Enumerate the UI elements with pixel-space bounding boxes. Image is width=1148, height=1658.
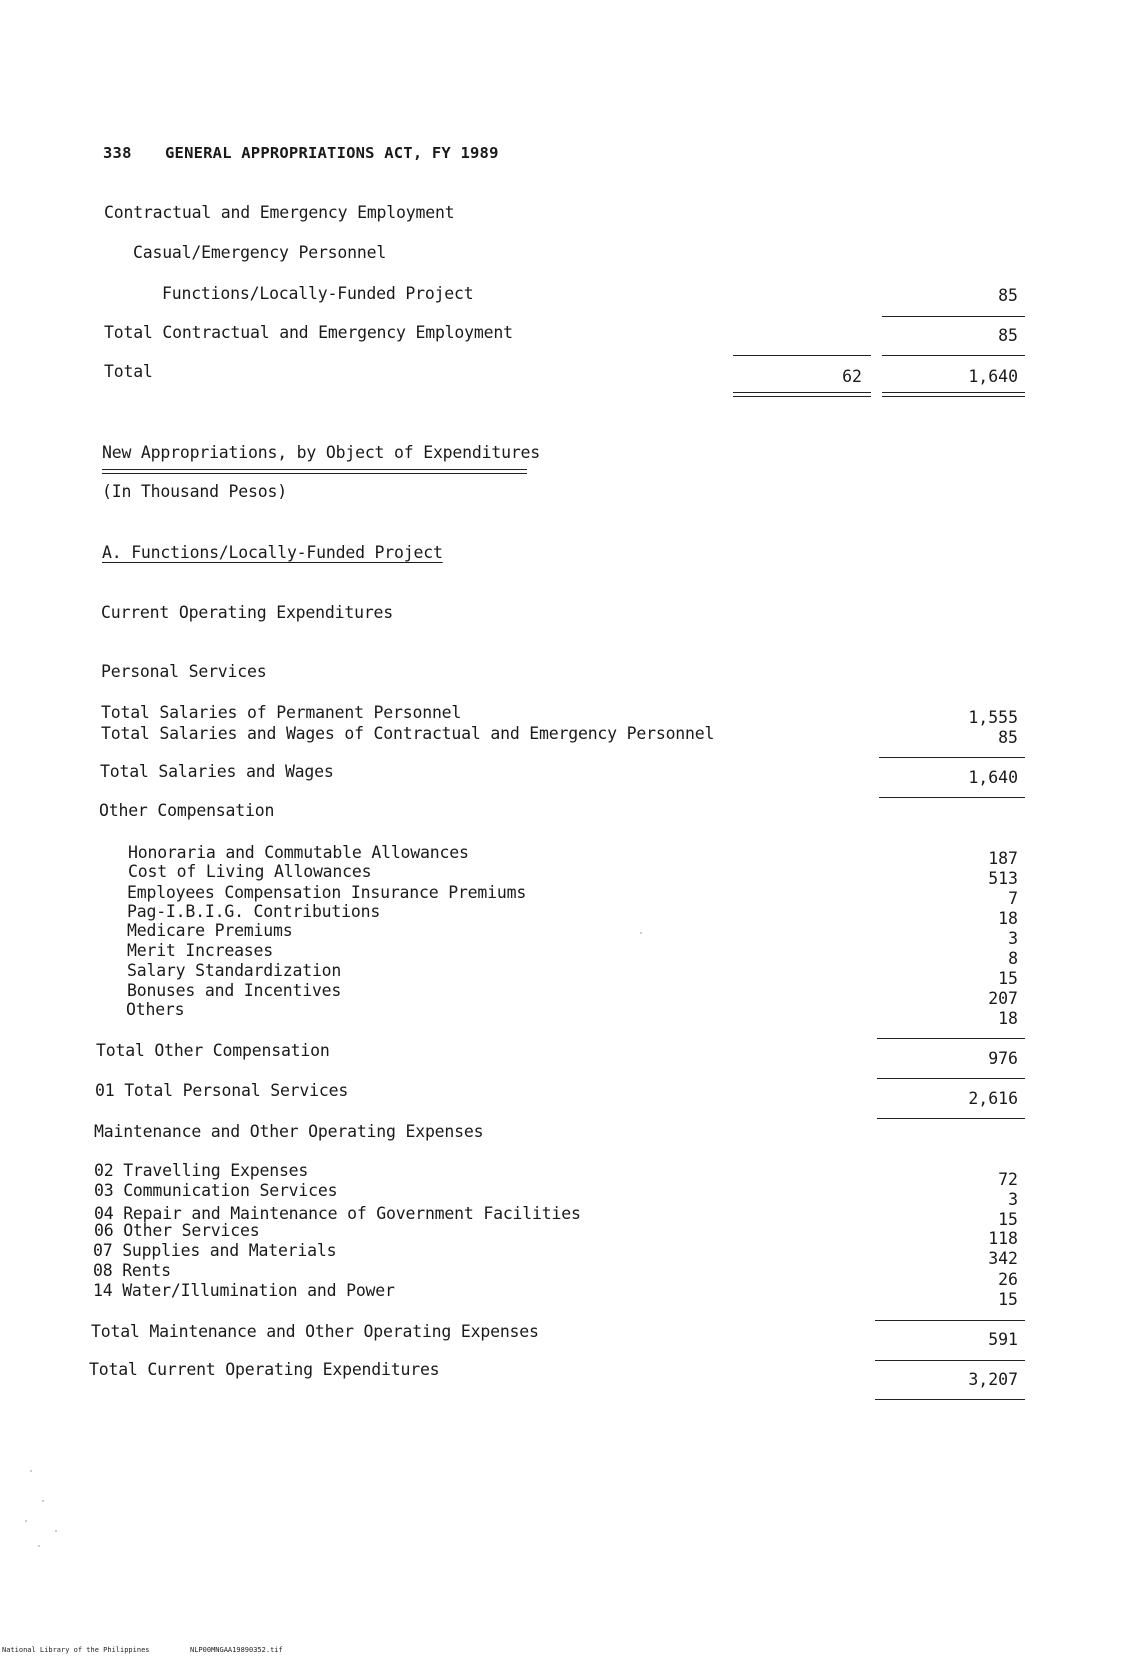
- other-comp-label: Medicare Premiums: [127, 921, 293, 940]
- mooe-value: 15: [998, 1290, 1018, 1309]
- scan-speck: [30, 1470, 32, 1472]
- scan-speck: [42, 1500, 44, 1502]
- current-total-label: Total Current Operating Expenditures: [89, 1360, 440, 1379]
- mooe-label: 02 Travelling Expenses: [94, 1161, 309, 1180]
- rule: [882, 316, 1025, 317]
- mooe-label: 14 Water/Illumination and Power: [93, 1281, 395, 1300]
- scan-speck: [640, 932, 642, 934]
- rule: [733, 355, 871, 356]
- section-title-underline: [102, 469, 527, 474]
- rule: [877, 1078, 1025, 1079]
- grand-total-value: 1,640: [968, 367, 1018, 386]
- mooe-value: 15: [998, 1210, 1018, 1229]
- personal-services-total-value: 2,616: [968, 1089, 1018, 1108]
- scan-speck: [55, 1530, 57, 1532]
- other-comp-value: 15: [998, 969, 1018, 988]
- salary-row-value: 85: [998, 728, 1018, 747]
- mooe-value: 72: [998, 1170, 1018, 1189]
- contractual-heading: Contractual and Emergency Employment: [104, 203, 455, 222]
- part-a-heading: A. Functions/Locally-Funded Project: [102, 543, 443, 562]
- personal-services-heading: Personal Services: [101, 662, 267, 681]
- running-title: GENERAL APPROPRIATIONS ACT, FY 1989: [165, 144, 499, 162]
- scan-speck: [38, 1545, 40, 1547]
- other-comp-total-value: 976: [988, 1049, 1018, 1068]
- other-comp-total-label: Total Other Compensation: [96, 1041, 330, 1060]
- grand-total-label: Total: [104, 362, 153, 381]
- rule: [877, 1038, 1025, 1039]
- other-comp-value: 18: [998, 1009, 1018, 1028]
- functions-item-value: 85: [998, 286, 1018, 305]
- page-number: 338: [103, 144, 132, 162]
- other-comp-label: Pag-I.B.I.G. Contributions: [127, 902, 381, 921]
- other-comp-value: 187: [988, 849, 1018, 868]
- mooe-total-label: Total Maintenance and Other Operating Expenses: [91, 1322, 539, 1341]
- mooe-label: 03 Communication Services: [94, 1181, 338, 1200]
- other-comp-label: Cost of Living Allowances: [128, 862, 372, 881]
- salaries-total-label: Total Salaries and Wages: [100, 762, 334, 781]
- double-rule: [733, 392, 871, 397]
- other-comp-value: 513: [988, 869, 1018, 888]
- other-comp-label: Salary Standardization: [127, 961, 342, 980]
- other-comp-label: Others: [126, 1000, 185, 1019]
- grand-total-count: 62: [842, 367, 862, 386]
- mooe-label: 06 Other Services: [94, 1221, 260, 1240]
- other-comp-label: Honoraria and Commutable Allowances: [128, 843, 469, 862]
- rule: [875, 1399, 1025, 1400]
- mooe-label: 04 Repair and Maintenance of Government Facilities: [94, 1204, 581, 1223]
- personal-services-total-label: 01 Total Personal Services: [95, 1081, 349, 1100]
- footer-file: NLP00MNGAA19890352.tif: [190, 1646, 283, 1654]
- unit-note: (In Thousand Pesos): [102, 482, 287, 501]
- salary-row-label: Total Salaries and Wages of Contractual and Emergency Personnel: [101, 724, 715, 743]
- other-comp-label: Merit Increases: [127, 941, 274, 960]
- other-comp-value: 7: [1008, 889, 1018, 908]
- contractual-total-value: 85: [998, 326, 1018, 345]
- double-rule: [882, 392, 1025, 397]
- mooe-label: 07 Supplies and Materials: [93, 1241, 337, 1260]
- rule: [875, 1320, 1025, 1321]
- mooe-value: 26: [998, 1270, 1018, 1289]
- other-comp-value: 207: [988, 989, 1018, 1008]
- other-comp-value: 18: [998, 909, 1018, 928]
- functions-item-label: Functions/Locally-Funded Project: [162, 284, 474, 303]
- salary-row-value: 1,555: [968, 708, 1018, 727]
- current-operating-heading: Current Operating Expenditures: [101, 603, 394, 622]
- current-total-value: 3,207: [968, 1370, 1018, 1389]
- contractual-total-label: Total Contractual and Emergency Employment: [104, 323, 513, 342]
- salary-row-label: Total Salaries of Permanent Personnel: [101, 703, 462, 722]
- casual-heading: Casual/Emergency Personnel: [133, 243, 387, 262]
- mooe-value: 3: [1008, 1190, 1018, 1209]
- mooe-heading: Maintenance and Other Operating Expenses: [94, 1122, 484, 1141]
- other-comp-value: 8: [1008, 949, 1018, 968]
- mooe-total-value: 591: [988, 1330, 1018, 1349]
- rule: [875, 1360, 1025, 1361]
- rule: [879, 797, 1025, 798]
- other-comp-label: Employees Compensation Insurance Premiums: [127, 883, 527, 902]
- other-comp-value: 3: [1008, 929, 1018, 948]
- rule: [877, 1118, 1025, 1119]
- other-comp-heading: Other Compensation: [99, 801, 275, 820]
- salaries-total-value: 1,640: [968, 768, 1018, 787]
- mooe-label: 08 Rents: [93, 1261, 171, 1280]
- section-title: New Appropriations, by Object of Expenditures: [102, 443, 541, 462]
- footer-library: National Library of the Philippines: [2, 1646, 150, 1654]
- mooe-value: 118: [988, 1229, 1018, 1248]
- other-comp-label: Bonuses and Incentives: [127, 981, 342, 1000]
- rule: [879, 757, 1025, 758]
- scan-speck: [25, 1520, 27, 1522]
- mooe-value: 342: [988, 1249, 1018, 1268]
- rule: [882, 355, 1025, 356]
